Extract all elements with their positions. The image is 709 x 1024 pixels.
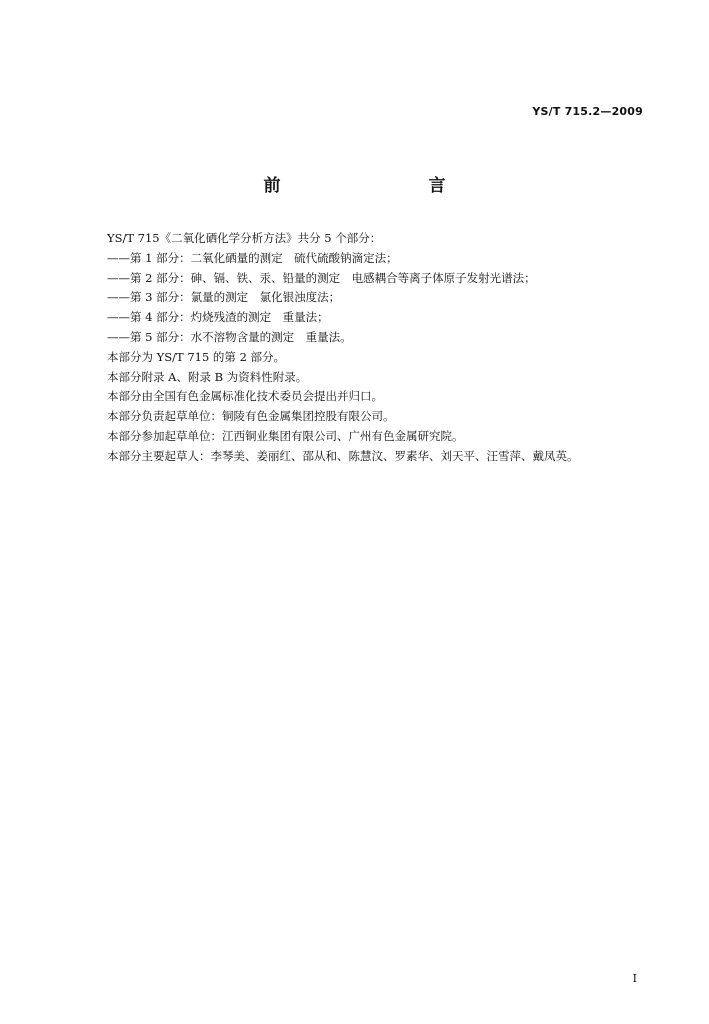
parts-intro-line: YS/T 715《二氧化硒化学分析方法》共分 5 个部分： [107, 231, 382, 245]
proposer-line: 本部分由全国有色金属标准化技术委员会提出并归口。 [107, 389, 383, 404]
part-5-line: ——第 5 部分：水不溶物含量的测定 重量法。 [107, 329, 352, 344]
participating-drafter-line: 本部分参加起草单位：江西铜业集团有限公司、广州有色金属研究院。 [107, 428, 464, 443]
main-drafters-line: 本部分主要起草人：李琴美、姜丽红、邵从和、陈慧汶、罗素华、刘天平、汪雪萍、戴凤英。 [107, 448, 579, 463]
part-1-line: ——第 1 部分：二氧化硒量的测定 硫代硫酸钠滴定法； [107, 250, 398, 265]
part-2-line: ——第 2 部分：砷、镉、铁、汞、铅量的测定 电感耦合等离子体原子发射光谱法； [107, 270, 536, 285]
standard-code: YS/T 715.2—2009 [532, 105, 643, 118]
appendix-line: 本部分附录 A、附录 B 为资料性附录。 [107, 369, 308, 384]
part-3-line: ——第 3 部分：氯量的测定 氯化银浊度法； [107, 290, 341, 305]
foreword-body [107, 229, 647, 467]
page-number: I [632, 972, 637, 985]
page-title: 前 言 [263, 176, 484, 196]
responsible-drafter-line: 本部分负责起草单位：铜陵有色金属集团控股有限公司。 [107, 409, 395, 424]
part-4-line: ——第 4 部分：灼烧残渣的测定 重量法； [107, 310, 329, 325]
this-part-line: 本部分为 YS/T 715 的第 2 部分。 [107, 349, 286, 364]
